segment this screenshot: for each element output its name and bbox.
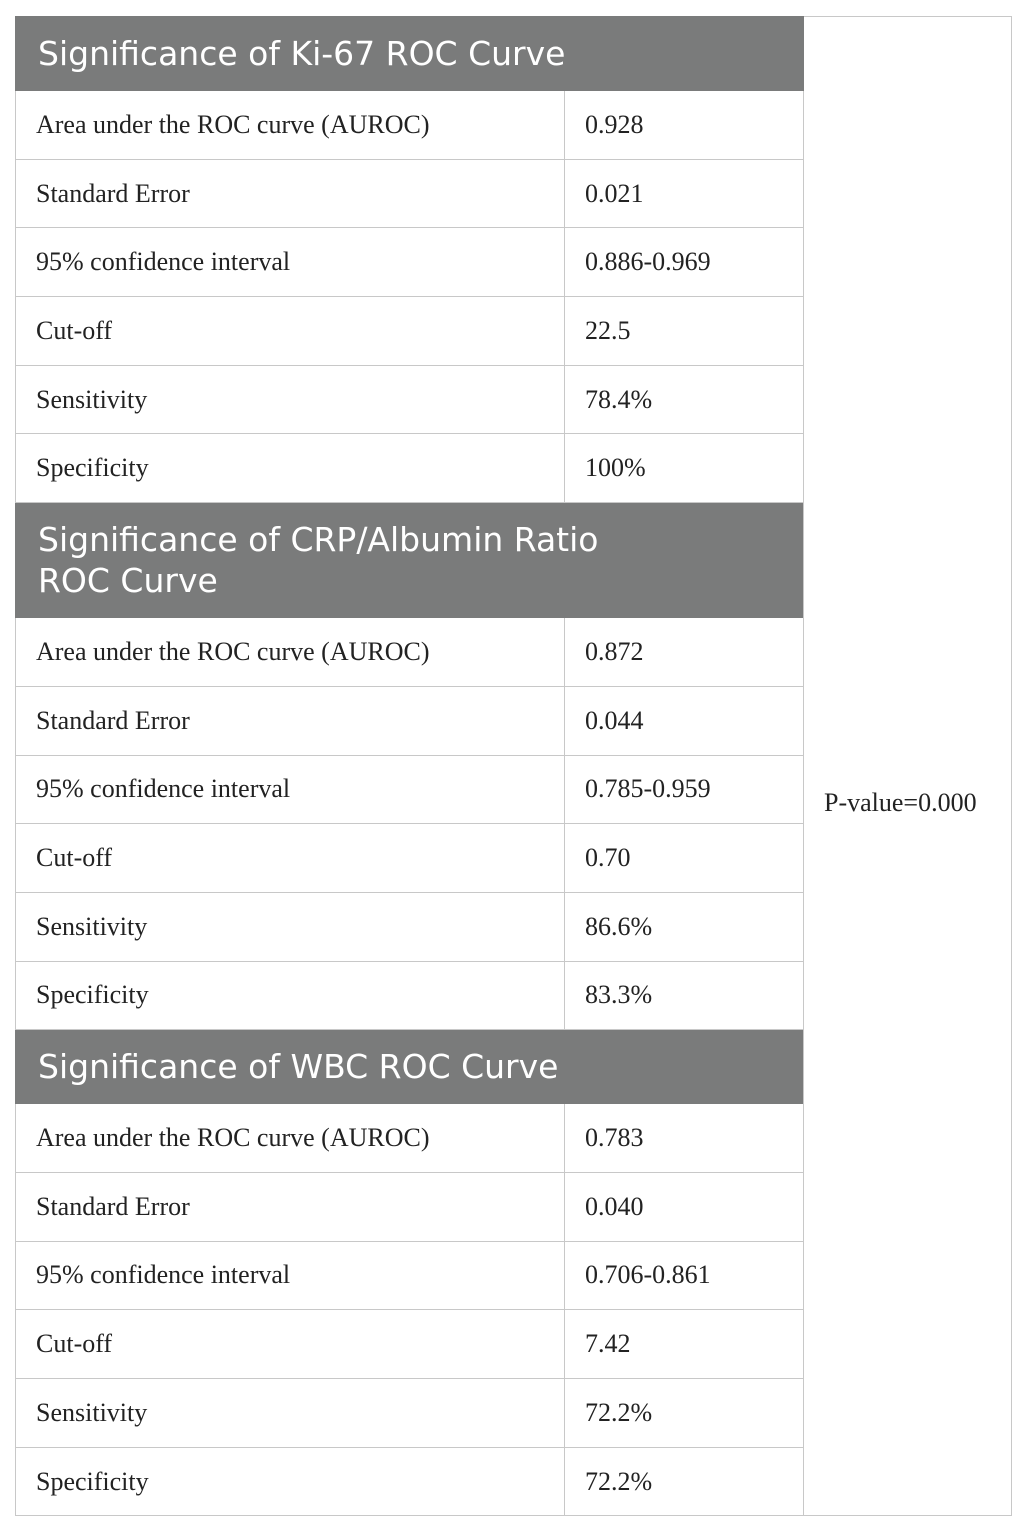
row-value: 0.886-0.969 bbox=[565, 228, 804, 297]
section-title-ki67: Significance of Ki-67 ROC Curve bbox=[16, 17, 804, 91]
row-label: Standard Error bbox=[16, 159, 565, 228]
blank-cell bbox=[804, 17, 1012, 91]
row-label: Cut-off bbox=[16, 1310, 565, 1379]
row-value: 7.42 bbox=[565, 1310, 804, 1379]
row-label: Specificity bbox=[16, 1447, 565, 1516]
row-value: 78.4% bbox=[565, 365, 804, 434]
row-label: Standard Error bbox=[16, 1172, 565, 1241]
row-value: 0.928 bbox=[565, 91, 804, 160]
row-label: Area under the ROC curve (AUROC) bbox=[16, 91, 565, 160]
row-label: 95% confidence interval bbox=[16, 755, 565, 824]
row-label: Cut-off bbox=[16, 824, 565, 893]
row-value: 0.785-0.959 bbox=[565, 755, 804, 824]
row-value: 0.872 bbox=[565, 618, 804, 687]
row-label: Sensitivity bbox=[16, 365, 565, 434]
section-title-text: Significance of CRP/Albumin Ratio ROC Curve bbox=[38, 520, 599, 601]
roc-significance-table bbox=[15, 16, 1012, 1516]
row-value: 0.783 bbox=[565, 1104, 804, 1173]
row-value: 0.021 bbox=[565, 159, 804, 228]
table-row bbox=[16, 91, 1012, 160]
row-value: 100% bbox=[565, 434, 804, 503]
section-title-wbc: Significance of WBC ROC Curve bbox=[16, 1030, 804, 1104]
row-label: Sensitivity bbox=[16, 892, 565, 961]
row-value: 0.70 bbox=[565, 824, 804, 893]
row-label: Area under the ROC curve (AUROC) bbox=[16, 1104, 565, 1173]
section-header-row bbox=[16, 17, 1012, 91]
row-value: 0.044 bbox=[565, 686, 804, 755]
row-value: 0.706-0.861 bbox=[565, 1241, 804, 1310]
row-label: Area under the ROC curve (AUROC) bbox=[16, 618, 565, 687]
row-label: Specificity bbox=[16, 434, 565, 503]
row-value: 83.3% bbox=[565, 961, 804, 1030]
row-label: Specificity bbox=[16, 961, 565, 1030]
row-label: Standard Error bbox=[16, 686, 565, 755]
row-value: 86.6% bbox=[565, 892, 804, 961]
row-label: Cut-off bbox=[16, 297, 565, 366]
row-value: 0.040 bbox=[565, 1172, 804, 1241]
row-value: 72.2% bbox=[565, 1379, 804, 1448]
section-title-crp-albumin bbox=[16, 503, 804, 618]
row-label: Sensitivity bbox=[16, 1379, 565, 1448]
row-label: 95% confidence interval bbox=[16, 1241, 565, 1310]
row-value: 72.2% bbox=[565, 1447, 804, 1516]
row-label: 95% confidence interval bbox=[16, 228, 565, 297]
row-value: 22.5 bbox=[565, 297, 804, 366]
p-value-cell: P-value=0.000 bbox=[804, 91, 1012, 1516]
